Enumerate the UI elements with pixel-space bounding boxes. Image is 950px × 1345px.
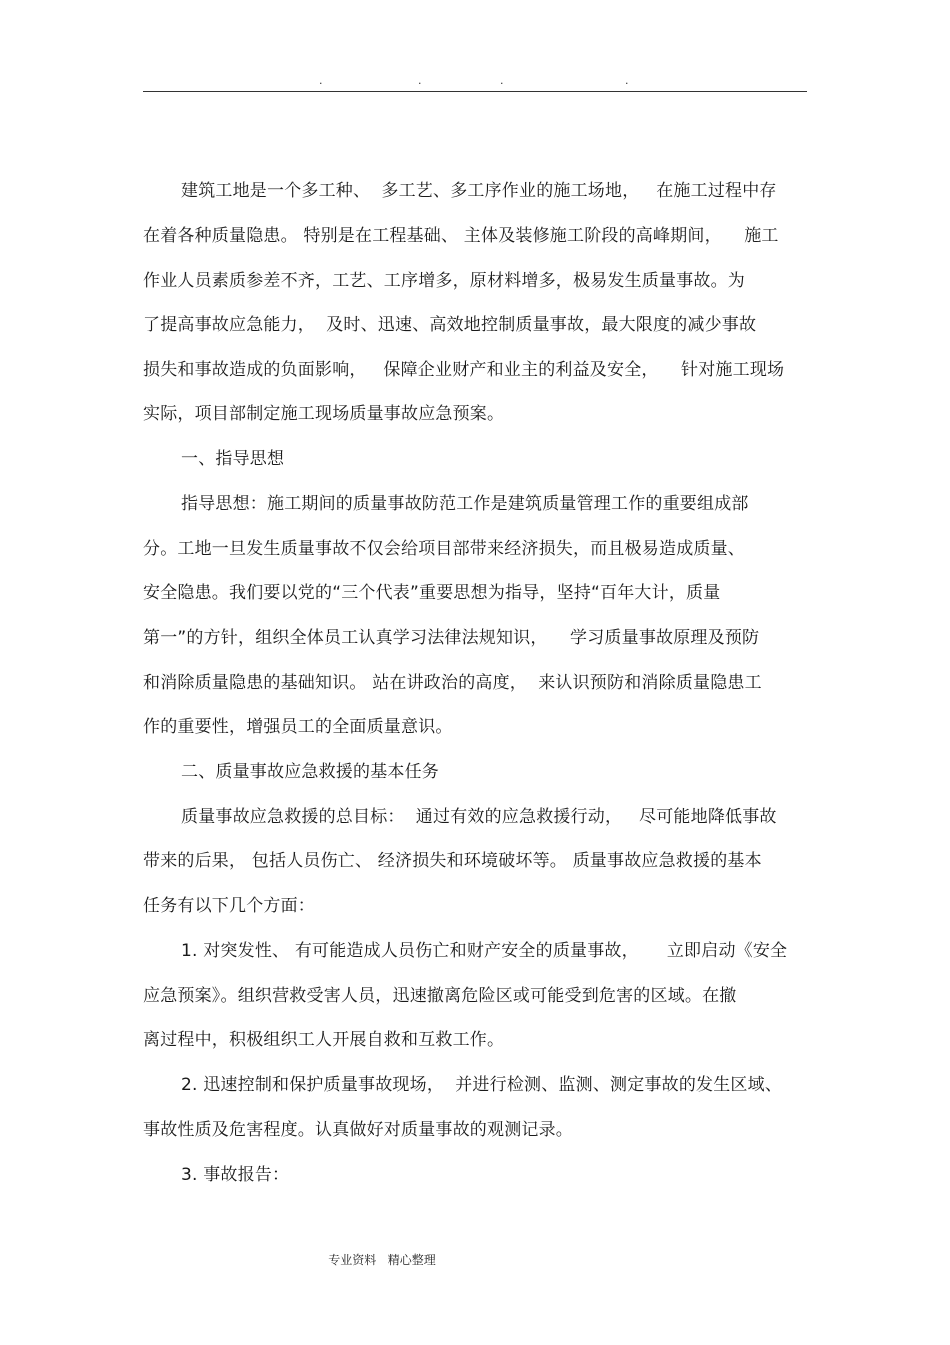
header-mark: . bbox=[319, 74, 323, 87]
paragraph-intro-line: 实际，项目部制定施工现场质量事故应急预案。 bbox=[143, 404, 505, 424]
paragraph-guiding-line: 分。工地一旦发生质量事故不仅会给项目部带来经济损失，而且极易造成质量、 bbox=[143, 539, 745, 559]
paragraph-intro-line: 损失和事故造成的负面影响， 保障企业财产和业主的利益及安全， 针对施工现场 bbox=[143, 360, 785, 380]
list-item-2-line: 事故性质及危害程度。认真做好对质量事故的观测记录。 bbox=[143, 1120, 573, 1140]
paragraph-tasks-line: 带来的后果， 包括人员伤亡、 经济损失和环境破坏等。 质量事故应急救援的基本 bbox=[143, 851, 762, 871]
list-item-2-line: 2. 迅速控制和保护质量事故现场， 并进行检测、监测、测定事故的发生区域、 bbox=[181, 1075, 783, 1095]
paragraph-intro-line: 作业人员素质参差不齐，工艺、工序增多，原材料增多，极易发生质量事故。为 bbox=[143, 271, 745, 291]
list-item-1-line: 离过程中，积极组织工人开展自救和互救工作。 bbox=[143, 1030, 505, 1050]
list-item-1-line: 1. 对突发性、 有可能造成人员伤亡和财产安全的质量事故， 立即启动《安全 bbox=[181, 941, 788, 961]
paragraph-tasks-line: 任务有以下几个方面： bbox=[143, 896, 315, 916]
paragraph-intro-line: 在着各种质量隐患。 特别是在工程基础、 主体及装修施工阶段的高峰期间， 施工 bbox=[143, 226, 779, 246]
header-mark: . bbox=[418, 74, 422, 87]
paragraph-intro-line: 了提高事故应急能力， 及时、迅速、高效地控制质量事故，最大限度的减少事故 bbox=[143, 315, 757, 335]
section-heading-basic-tasks: 二、质量事故应急救援的基本任务 bbox=[181, 762, 439, 782]
list-item-1-line: 应急预案》。组织营救受害人员，迅速撤离危险区或可能受到危害的区域。在撤 bbox=[143, 986, 737, 1006]
paragraph-guiding-line: 和消除质量隐患的基础知识。 站在讲政治的高度， 来认识预防和消除质量隐患工 bbox=[143, 673, 762, 693]
paragraph-intro-line: 建筑工地是一个多工种、 多工艺、多工序作业的施工场地， 在施工过程中存 bbox=[181, 181, 777, 201]
paragraph-guiding-line: 作的重要性，增强员工的全面质量意识。 bbox=[143, 717, 453, 737]
header-rule bbox=[143, 91, 807, 92]
list-item-3-line: 3. 事故报告： bbox=[181, 1165, 290, 1185]
paragraph-guiding-line: 指导思想：施工期间的质量事故防范工作是建筑质量管理工作的重要组成部 bbox=[181, 494, 749, 514]
paragraph-guiding-line: 安全隐患。我们要以党的“三个代表”重要思想为指导，坚持“百年大计，质量 bbox=[143, 583, 721, 603]
paragraph-tasks-line: 质量事故应急救援的总目标： 通过有效的应急救援行动， 尽可能地降低事故 bbox=[181, 807, 777, 827]
paragraph-guiding-line: 第一”的方针，组织全体员工认真学习法律法规知识， 学习质量事故原理及预防 bbox=[143, 628, 760, 648]
section-heading-guiding-ideology: 一、指导思想 bbox=[181, 449, 285, 469]
header-mark: . bbox=[500, 74, 504, 87]
header-mark: . bbox=[625, 74, 629, 87]
page-footer: 专业资料 精心整理 bbox=[328, 1253, 436, 1267]
